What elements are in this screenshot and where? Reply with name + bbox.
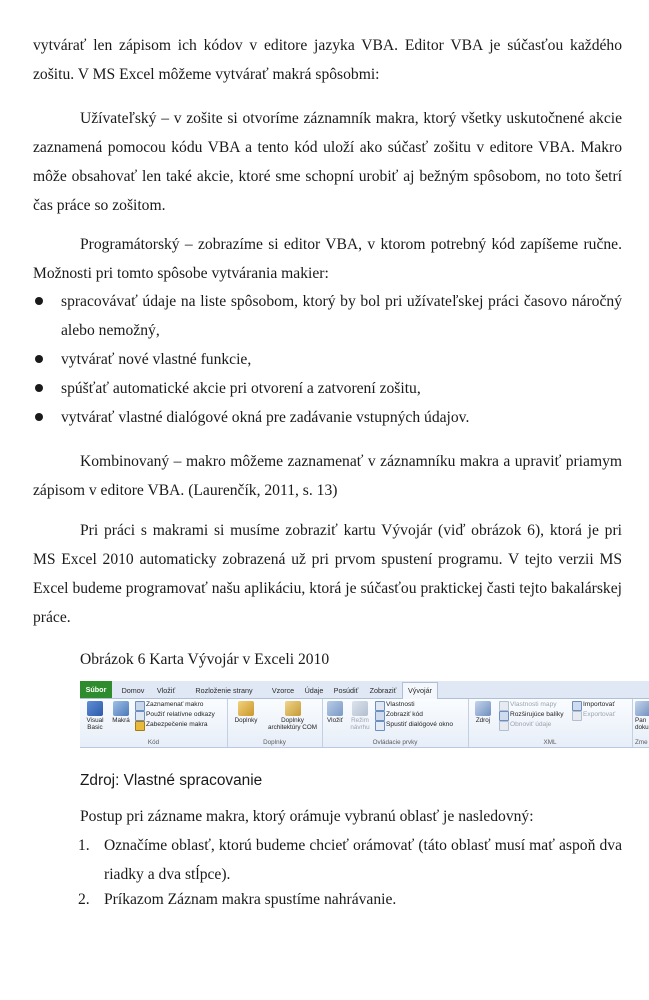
bullet-item: vytvárať vlastné dialógové okná pre zadávanie vstupných údajov. (61, 409, 470, 426)
excel-ribbon-screenshot (80, 681, 649, 748)
warning-icon (135, 721, 145, 731)
paragraph-user-macro: Užívateľský – v zošite si otvoríme záznamník makra, ktorý všetky uskutočnené akcie zaznamená pomocou kódu VBA a tento kód uloží ako súčasť zošitu v editore VBA. Makro môže obsahovať len také akcie, ktoré sme schopní urobiť aj bežným spôsobom, no toto šetrí čas práce so zošitom. (33, 110, 622, 214)
com-addins-label: Doplnky architektúry COM (268, 717, 317, 731)
relative-references-button[interactable] (135, 710, 215, 720)
bullet-item: spracovávať údaje na liste spôsobom, ktorý by bol pri užívateľskej práci časovo náročný alebo nemožný, (61, 293, 622, 339)
expansion-packs-label: Rozširujúce balíky (510, 711, 564, 718)
run-dialog-button[interactable] (375, 720, 453, 730)
bullet-item: vytvárať nové vlastné funkcie, (61, 351, 252, 368)
step-text: Označíme oblasť, ktorú budeme chcieť orámovať (táto oblasť musí mať aspoň dva riadky a dva stĺpce). (104, 837, 622, 883)
group-xml-label: XML (543, 739, 557, 746)
properties-button[interactable] (375, 700, 415, 710)
map-properties-label: Vlastnosti mapy (510, 701, 557, 708)
ribbon-groups (80, 699, 649, 747)
insert-control-label: Vložiť (326, 717, 343, 724)
bullet-dot (35, 355, 43, 363)
paragraph-combined-macro: Kombinovaný – makro môžeme zaznamenať v záznamníku makra a upraviť priamym zápisom v editore VBA. (Laurenčík, 2011, s. 13) (33, 453, 622, 499)
group-addins (227, 699, 323, 747)
figure-caption: Obrázok 6 Karta Vývojár v Exceli 2010 (80, 651, 330, 668)
export-button[interactable] (572, 710, 615, 720)
macro-security-button[interactable] (135, 720, 208, 730)
group-modify-partial (632, 699, 649, 747)
document-panel-icon (635, 701, 649, 716)
tab-page-layout[interactable]: Rozloženie strany (195, 686, 253, 695)
visual-basic-label: Visual Basic (86, 717, 104, 731)
group-controls (322, 699, 469, 747)
group-xml (468, 699, 633, 747)
figure-source: Zdroj: Vlastné spracovanie (80, 772, 263, 789)
tab-review[interactable]: Posúdiť (333, 686, 359, 695)
record-macro-button[interactable] (135, 700, 203, 710)
step-text: Príkazom Záznam makra spustíme nahrávanie. (104, 891, 397, 908)
export-icon (572, 711, 582, 721)
paragraph-developer-tab: Pri práci s makrami si musíme zobraziť kartu Vývojár (viď obrázok 6), ktorá je pri MS Excel 2010 automaticky zobrazená už pri prvom spustení programu. V tejto verzii MS Excel budeme programovať našu aplikáciu, ktorá je súčasťou praktickej časti tejto bakalárskej práce. (33, 522, 622, 626)
tab-data[interactable]: Údaje (304, 686, 324, 695)
design-mode-icon (352, 701, 368, 716)
relative-references-label: Použiť relatívne odkazy (146, 711, 215, 718)
paragraph-procedure: Postup pri zázname makra, ktorý orámuje vybranú oblasť je nasledovný: (80, 808, 534, 825)
tab-file[interactable]: Súbor (80, 681, 112, 698)
macro-security-label: Zabezpečenie makra (146, 721, 208, 728)
toolbox-icon (327, 701, 343, 716)
insert-control-button[interactable] (324, 701, 346, 724)
document-panel-label-2: doku (635, 724, 649, 731)
visual-basic-icon (87, 701, 103, 716)
tab-home[interactable]: Domov (121, 686, 145, 695)
visual-basic-button[interactable] (82, 701, 108, 731)
macros-icon (113, 701, 129, 716)
macros-label: Makrá (112, 717, 130, 724)
design-mode-label: Režim návrhu (350, 717, 370, 731)
xml-source-label: Zdroj (475, 717, 491, 724)
group-modify-label: Zme (635, 739, 648, 746)
document-panel-button[interactable] (635, 701, 649, 731)
bullet-dot (35, 297, 43, 305)
group-code (80, 699, 228, 747)
tab-developer[interactable]: Vývojár (402, 682, 438, 699)
group-addins-label: Doplnky (263, 739, 286, 746)
tab-formulas[interactable]: Vzorce (271, 686, 295, 695)
design-mode-button[interactable] (348, 701, 372, 731)
run-dialog-label: Spustiť dialógové okno (386, 721, 453, 728)
paragraph-programmer-macro: Programátorský – zobrazíme si editor VBA, v ktorom potrebný kód zapíšeme ručne. Možnosti pri tomto spôsobe vytvárania makier: (33, 236, 622, 282)
refresh-icon (499, 721, 509, 731)
paragraph-line: zošitu. V MS Excel môžeme vytvárať makrá spôsobmi: (33, 66, 380, 83)
com-addins-icon (285, 701, 301, 716)
group-controls-label: Ovládacie prvky (372, 739, 418, 746)
bullet-dot (35, 384, 43, 392)
group-code-label: Kód (147, 739, 160, 746)
macros-button[interactable] (110, 701, 132, 724)
view-code-button[interactable] (375, 710, 423, 720)
com-addins-button[interactable] (265, 701, 320, 731)
document-panel-label: Pan (635, 717, 647, 724)
view-code-label: Zobraziť kód (386, 711, 423, 718)
step-number: 1. (78, 837, 90, 854)
refresh-data-button[interactable] (499, 720, 551, 730)
step-number: 2. (78, 891, 90, 908)
addins-button[interactable] (230, 701, 262, 724)
expansion-packs-button[interactable] (499, 710, 564, 720)
addins-icon (238, 701, 254, 716)
record-macro-label: Zaznamenať makro (146, 701, 204, 708)
bullet-item: spúšťať automatické akcie pri otvorení a zatvorení zošitu, (61, 380, 421, 397)
run-dialog-icon (375, 721, 385, 731)
xml-source-button[interactable] (472, 701, 494, 724)
addins-label: Doplnky (234, 717, 258, 724)
xml-source-icon (475, 701, 491, 716)
ribbon-tab-bar (80, 681, 649, 699)
refresh-data-label: Obnoviť údaje (510, 721, 552, 728)
bullet-dot (35, 413, 43, 421)
properties-label: Vlastnosti (386, 701, 415, 708)
tab-insert[interactable]: Vložiť (156, 686, 176, 695)
import-button[interactable] (572, 700, 615, 710)
paragraph-line: vytvárať len zápisom ich kódov v editore jazyka VBA. Editor VBA je súčasťou každého (33, 37, 622, 54)
tab-view[interactable]: Zobraziť (369, 686, 397, 695)
map-properties-button[interactable] (499, 700, 557, 710)
export-label: Exportovať (583, 711, 616, 718)
import-label: Importovať (583, 701, 615, 708)
